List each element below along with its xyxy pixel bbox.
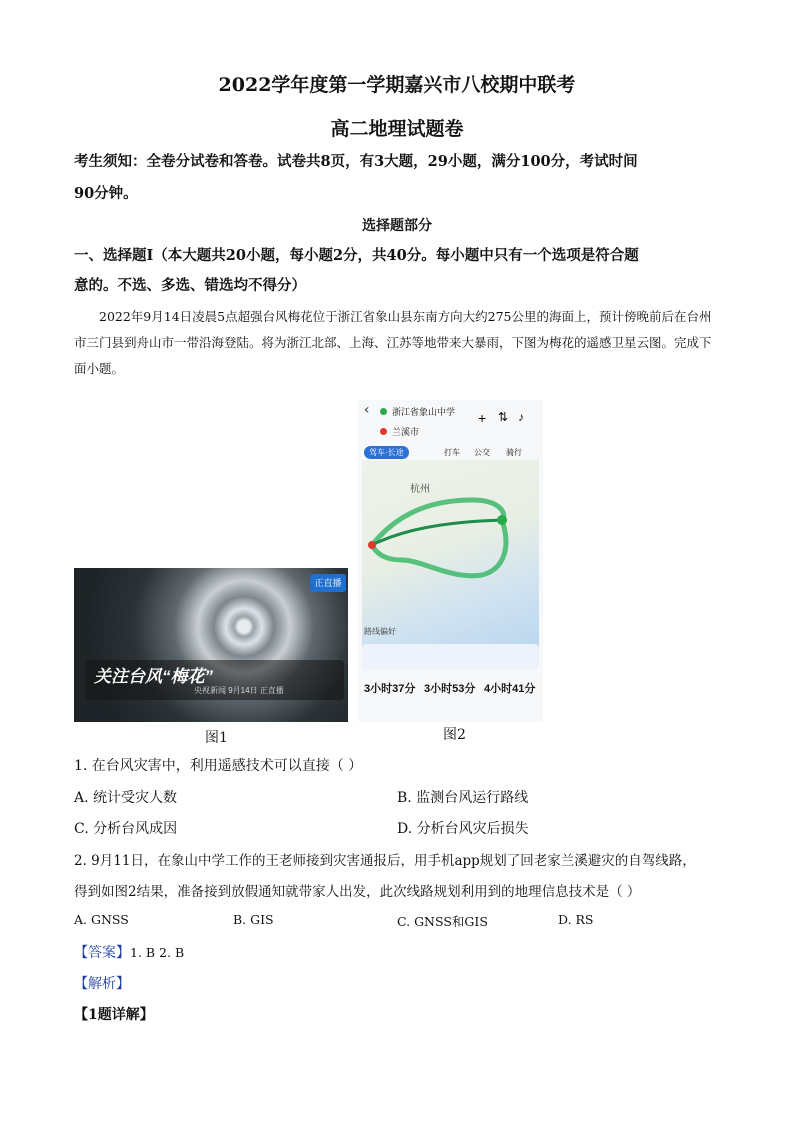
q2-option-b: B. GIS [233,912,274,927]
q1-option-a: A. 统计受灾人数 [74,790,178,806]
live-badge: 正直播 [310,574,346,592]
q2-option-d: D. RS [558,912,594,927]
route-preference: 路线偏好 [364,627,396,636]
route-destination: 兰溪市 [392,427,420,437]
origin-dot-icon [380,408,387,415]
answer-text: 1. B 2. B [130,945,185,960]
detail-tag: 【1题详解】 [74,1007,154,1023]
overlay-sub: 央视新闻 9月14日 正直播 [194,686,284,695]
tab-bike: 骑行 [506,448,522,457]
analysis-tag: 【解析】 [74,976,130,992]
q2-option-a: A. GNSS [74,912,129,927]
route-time-3[interactable]: 4小时41分 [484,683,536,695]
q1-option-b: B. 监测台风运行路线 [397,790,529,806]
overlay-banner [86,660,344,700]
q1-option-c: C. 分析台风成因 [74,821,178,837]
back-arrow-icon: ‹ [364,402,370,418]
mic-icon: ♪ [518,410,524,424]
q1-option-d: D. 分析台风灾后损失 [397,821,529,837]
exam-subtitle: 高二地理试题卷 [330,118,464,140]
route-info-card [362,644,539,670]
route-origin: 浙江省象山中学 [392,407,456,417]
overlay-title: 关注台风“梅花” [94,667,213,686]
tab-taxi: 打车 [444,448,460,457]
map-city-label: 杭州 [410,484,430,495]
q2-stem-line-1: 2. 9月11日，在象山中学工作的王老师接到灾害通报后，用手机app规划了回老家兰溪避灾的自驾线路， [74,853,696,869]
add-icon: + [478,410,487,426]
section-heading-line-1: 一、选择题Ⅰ（本大题共20小题，每小题2分，共40分。每小题中只有一个选项是符合题 [74,247,639,264]
destination-dot-icon [380,428,387,435]
navigation-app-screenshot [358,400,543,722]
route-time-1[interactable]: 3小时37分 [364,683,416,695]
mode-drive: 驾车·长途 [364,446,409,459]
notice-line-1: 考生须知：全卷分试卷和答卷。试卷共8页，有3大题，29小题，满分100分，考试时间 [74,153,638,170]
notice-line-2: 90分钟。 [74,185,138,202]
swap-icon: ⇅ [498,410,509,424]
figure1-caption: 图1 [205,730,228,746]
route-time-2[interactable]: 3小时53分 [424,683,476,695]
section-heading-line-2: 意的。不选、多选、错选均不得分） [74,277,306,294]
q2-option-c: C. GNSS和GIS [397,914,488,929]
q1-stem: 1. 在台风灾害中，利用遥感技术可以直接（ ） [74,758,363,774]
exam-title: 2022学年度第一学期嘉兴市八校期中联考 [218,74,576,96]
answer-line [74,942,184,962]
tab-transit: 公交 [474,448,490,457]
section-title: 选择题部分 [362,218,432,234]
figure2-caption: 图2 [443,727,466,743]
q2-stem-line-2: 得到如图2结果，准备接到放假通知就带家人出发，此次线路规划利用到的地理信息技术是（ ） [74,884,641,900]
passage: 2022年9月14日凌晨5点超强台风梅花位于浙江省象山县东南方向大约275公里的海面上，预计傍晚前后在台州市三门县到舟山市一带沿海登陆。将为浙江北部、上海、江苏等地带来大暴雨，下图为梅花的遥感卫星云图。完成下面小题。 [74,309,712,376]
answer-tag: 【答案】 [74,945,130,961]
